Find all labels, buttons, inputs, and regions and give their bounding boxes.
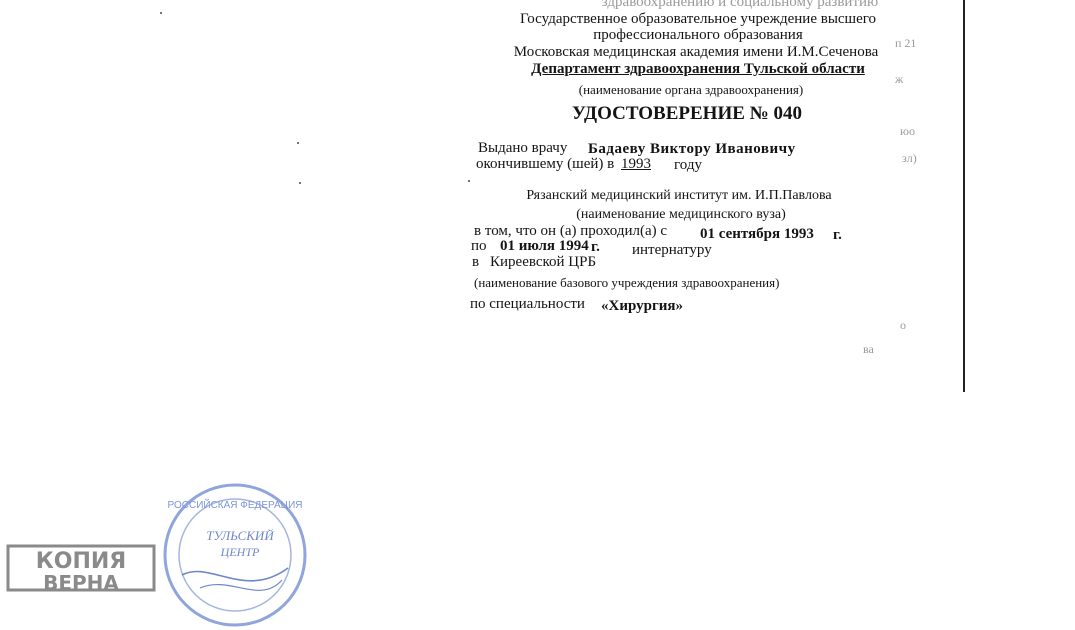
doctor-name: Бадаеву Виктору Ивановичу xyxy=(588,141,796,157)
department-line: Департамент здравоохранения Тульской области xyxy=(531,61,865,77)
round-seal-stamp xyxy=(160,480,310,630)
scan-speck xyxy=(297,142,299,144)
issued-label: Выдано врачу xyxy=(478,140,568,156)
program-type: интернатуру xyxy=(632,242,712,258)
scan-artifact: о xyxy=(900,318,906,332)
scan-speck xyxy=(160,12,162,14)
scan-artifact: юо xyxy=(900,124,915,138)
period-start-suffix: г. xyxy=(833,227,842,243)
svg-text:ВЕРНА: ВЕРНА xyxy=(43,571,119,592)
svg-text:ТУЛЬСКИЙ: ТУЛЬСКИЙ xyxy=(206,528,274,543)
base-institution: Киреевской ЦРБ xyxy=(490,254,597,270)
specialty-label: по специальности xyxy=(470,296,585,312)
period-start: 01 сентября 1993 xyxy=(700,226,814,242)
period-prefix: в том, что он (а) проходил(а) с xyxy=(474,223,668,239)
scan-speck xyxy=(299,182,301,184)
base-institution-caption: (наименование базового учреждения здравоохранения) xyxy=(474,275,780,290)
scan-artifact: ж xyxy=(895,72,904,86)
university-caption: (наименование медицинского вуза) xyxy=(576,207,786,222)
institution-line-2: профессионального образования xyxy=(593,27,803,43)
period-end: 01 июля 1994 xyxy=(500,238,589,254)
location-prefix: в xyxy=(472,254,480,270)
academy-line: Московская медицинская академия имени И.М.Сеченова xyxy=(513,44,879,60)
svg-text:ЦЕНТР: ЦЕНТР xyxy=(220,545,260,559)
certificate-title: УДОСТОВЕРЕНИЕ № 040 xyxy=(572,103,802,124)
specialty-value: «Хирургия» xyxy=(601,298,684,314)
graduation-year: 1993 xyxy=(621,156,651,172)
ministry-line: здравоохранению и социальному развитию xyxy=(601,0,879,10)
scan-artifact: зл) xyxy=(902,151,917,165)
university-name: Рязанский медицинский институт им. И.П.Павлова xyxy=(526,188,832,203)
health-body-caption: (наименование органа здравоохранения) xyxy=(578,82,804,97)
document-frame-edge xyxy=(963,0,965,392)
svg-text:РОССИЙСКАЯ ФЕДЕРАЦИЯ: РОССИЙСКАЯ ФЕДЕРАЦИЯ xyxy=(167,500,303,511)
scan-speck xyxy=(468,180,470,182)
svg-text:КОПИЯ: КОПИЯ xyxy=(35,549,127,574)
period-end-suffix: г. xyxy=(591,239,600,255)
period-to-label: по xyxy=(471,238,487,254)
graduated-label: окончившему (шей) в xyxy=(476,156,615,172)
institution-line: Государственное образовательное учреждение высшего xyxy=(519,11,877,27)
year-word: году xyxy=(674,157,702,173)
scan-artifact: ва xyxy=(863,342,874,356)
scan-artifact: п 21 xyxy=(895,36,917,50)
